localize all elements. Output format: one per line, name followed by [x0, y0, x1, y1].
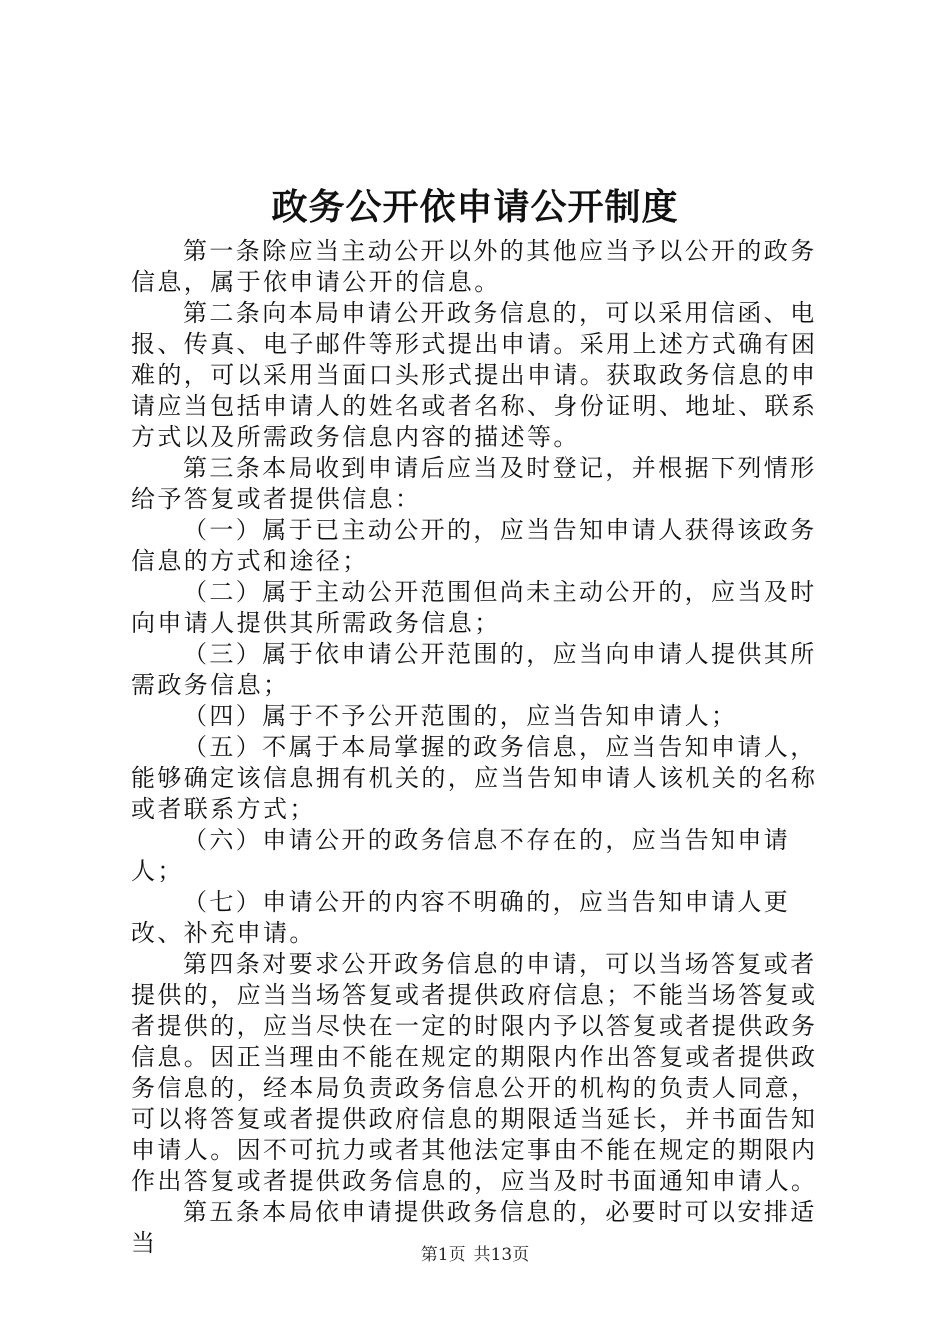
page-total: 共13页: [473, 1245, 530, 1265]
list-item-2: （二）属于主动公开范围但尚未主动公开的，应当及时向申请人提供其所需政务信息；: [131, 578, 817, 637]
list-item-7: （七）申请公开的内容不明确的，应当告知申请人更改、补充申请。: [131, 888, 791, 947]
document-title: 政务公开依申请公开制度: [271, 187, 679, 228]
paragraph-article-2: 第二条向本局申请公开政务信息的，可以采用信函、电报、传真、电子邮件等形式提出申请。采用上述方式确有困难的，可以采用当面口头形式提出申请。获取政务信息的申请应当包括申请人的姓名或者名称、身份证明、地址、联系方式以及所需政务信息内容的描述等。: [131, 299, 818, 451]
list-item-5: （五）不属于本局掌握的政务信息，应当告知申请人，能够确定该信息拥有机关的，应当告知申请人该机关的名称或者联系方式；: [131, 733, 818, 823]
list-item-6: （六）申请公开的政务信息不存在的，应当告知申请人；: [131, 826, 791, 885]
list-item-1: （一）属于已主动公开的，应当告知申请人获得该政务信息的方式和途径；: [131, 516, 817, 575]
paragraph-article-4: 第四条对要求公开政务信息的申请，可以当场答复或者提供的，应当当场答复或者提供政府信息；不能当场答复或者提供的，应当尽快在一定的时限内予以答复或者提供政务信息。因正当理由不能在规定的期限内作出答复或者提供政务信息的，经本局负责政务信息公开的机构的负责人同意，可以将答复或者提供政府信息的期限适当延长，并书面告知申请人。因不可抗力或者其他法定事由不能在规定的期限内作出答复或者提供政务信息的，应当及时书面通知申请人。: [131, 950, 818, 1195]
page-footer: [0, 1243, 950, 1267]
paragraph-article-5: 第五条本局依申请提供政务信息的，必要时可以安排适当: [131, 1198, 817, 1257]
list-item-4: （四）属于不予公开范围的，应当告知申请人；: [183, 702, 738, 730]
paragraph-article-1: 第一条除应当主动公开以外的其他应当予以公开的政务信息，属于依申请公开的信息。: [131, 237, 817, 296]
list-item-3: （三）属于依申请公开范围的，应当向申请人提供其所需政务信息；: [131, 640, 817, 699]
document-body: [131, 236, 831, 1259]
paragraph-article-3: 第三条本局收到申请后应当及时登记，并根据下列情形给予答复或者提供信息：: [131, 454, 817, 513]
page-number: 第1页: [420, 1245, 466, 1265]
